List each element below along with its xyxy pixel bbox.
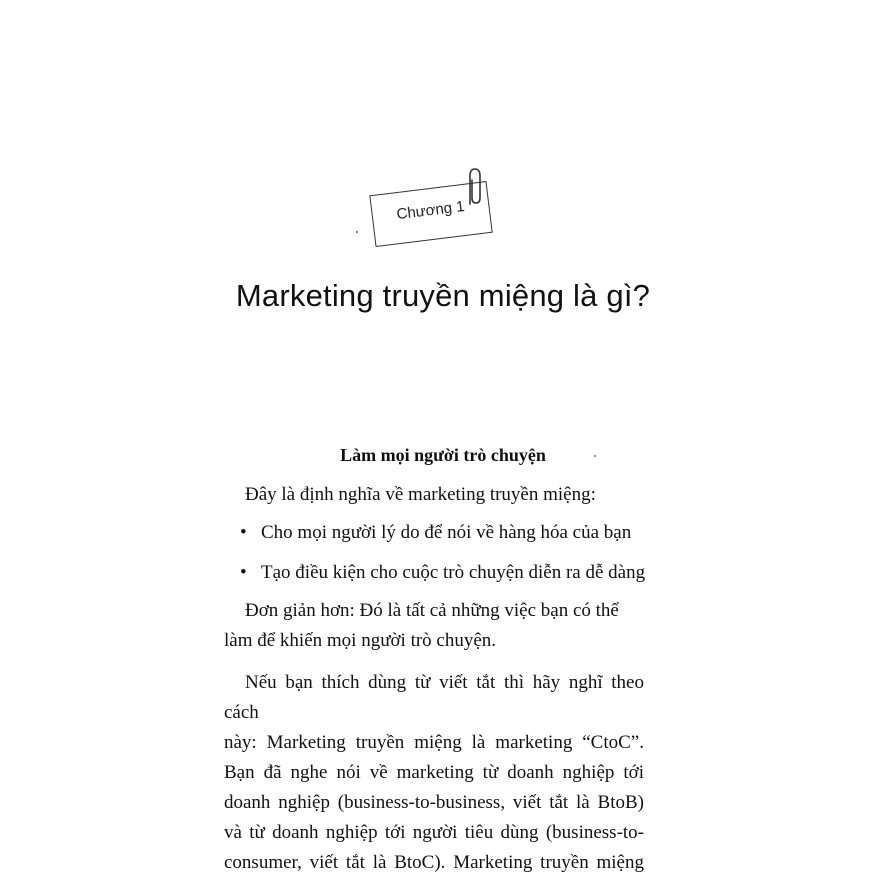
paragraph-line: và từ doanh nghiệp tới người tiêu dùng (business-to-: [224, 822, 644, 843]
bullet-text: Tạo điều kiện cho cuộc trò chuyện diễn ra dễ dàng: [261, 562, 646, 583]
chapter-title: Marketing truyền miệng là gì?: [235, 278, 651, 313]
paragraph-line: làm để khiến mọi người trò chuyện.: [224, 630, 497, 651]
section-heading: Làm mọi người trò chuyện: [340, 445, 546, 465]
bullet-item: [240, 558, 660, 588]
bullet-icon: •: [240, 562, 247, 583]
paragraph-line: Đơn giản hơn: Đó là tất cả những việc bạn có thể: [245, 600, 619, 621]
paragraph-line: Bạn đã nghe nói về marketing từ doanh nghiệp tới: [224, 762, 644, 783]
simple-paragraph: [224, 596, 644, 656]
paragraph-line: Nếu bạn thích dùng từ viết tắt thì hãy nghĩ theo cách: [224, 672, 644, 723]
speck-mark: [356, 231, 358, 233]
chapter-tag-label: Chương 1: [395, 197, 466, 224]
paperclip-icon: [464, 166, 484, 210]
paragraph-line: doanh nghiệp (business-to-business, viết tắt là BtoB): [224, 792, 644, 813]
bullet-icon: •: [240, 522, 247, 543]
bullet-item: [240, 518, 660, 548]
paragraph-line: consumer, viết tắt là BtoC). Marketing truyền miệng: [224, 852, 644, 873]
bullet-text: Cho mọi người lý do để nói về hàng hóa của bạn: [261, 522, 632, 543]
paragraph-line: này: Marketing truyền miệng là marketing “CtoC”.: [224, 732, 644, 753]
intro-paragraph: Đây là định nghĩa về marketing truyền miệng:: [245, 484, 596, 505]
ctoc-paragraph: [224, 668, 644, 878]
